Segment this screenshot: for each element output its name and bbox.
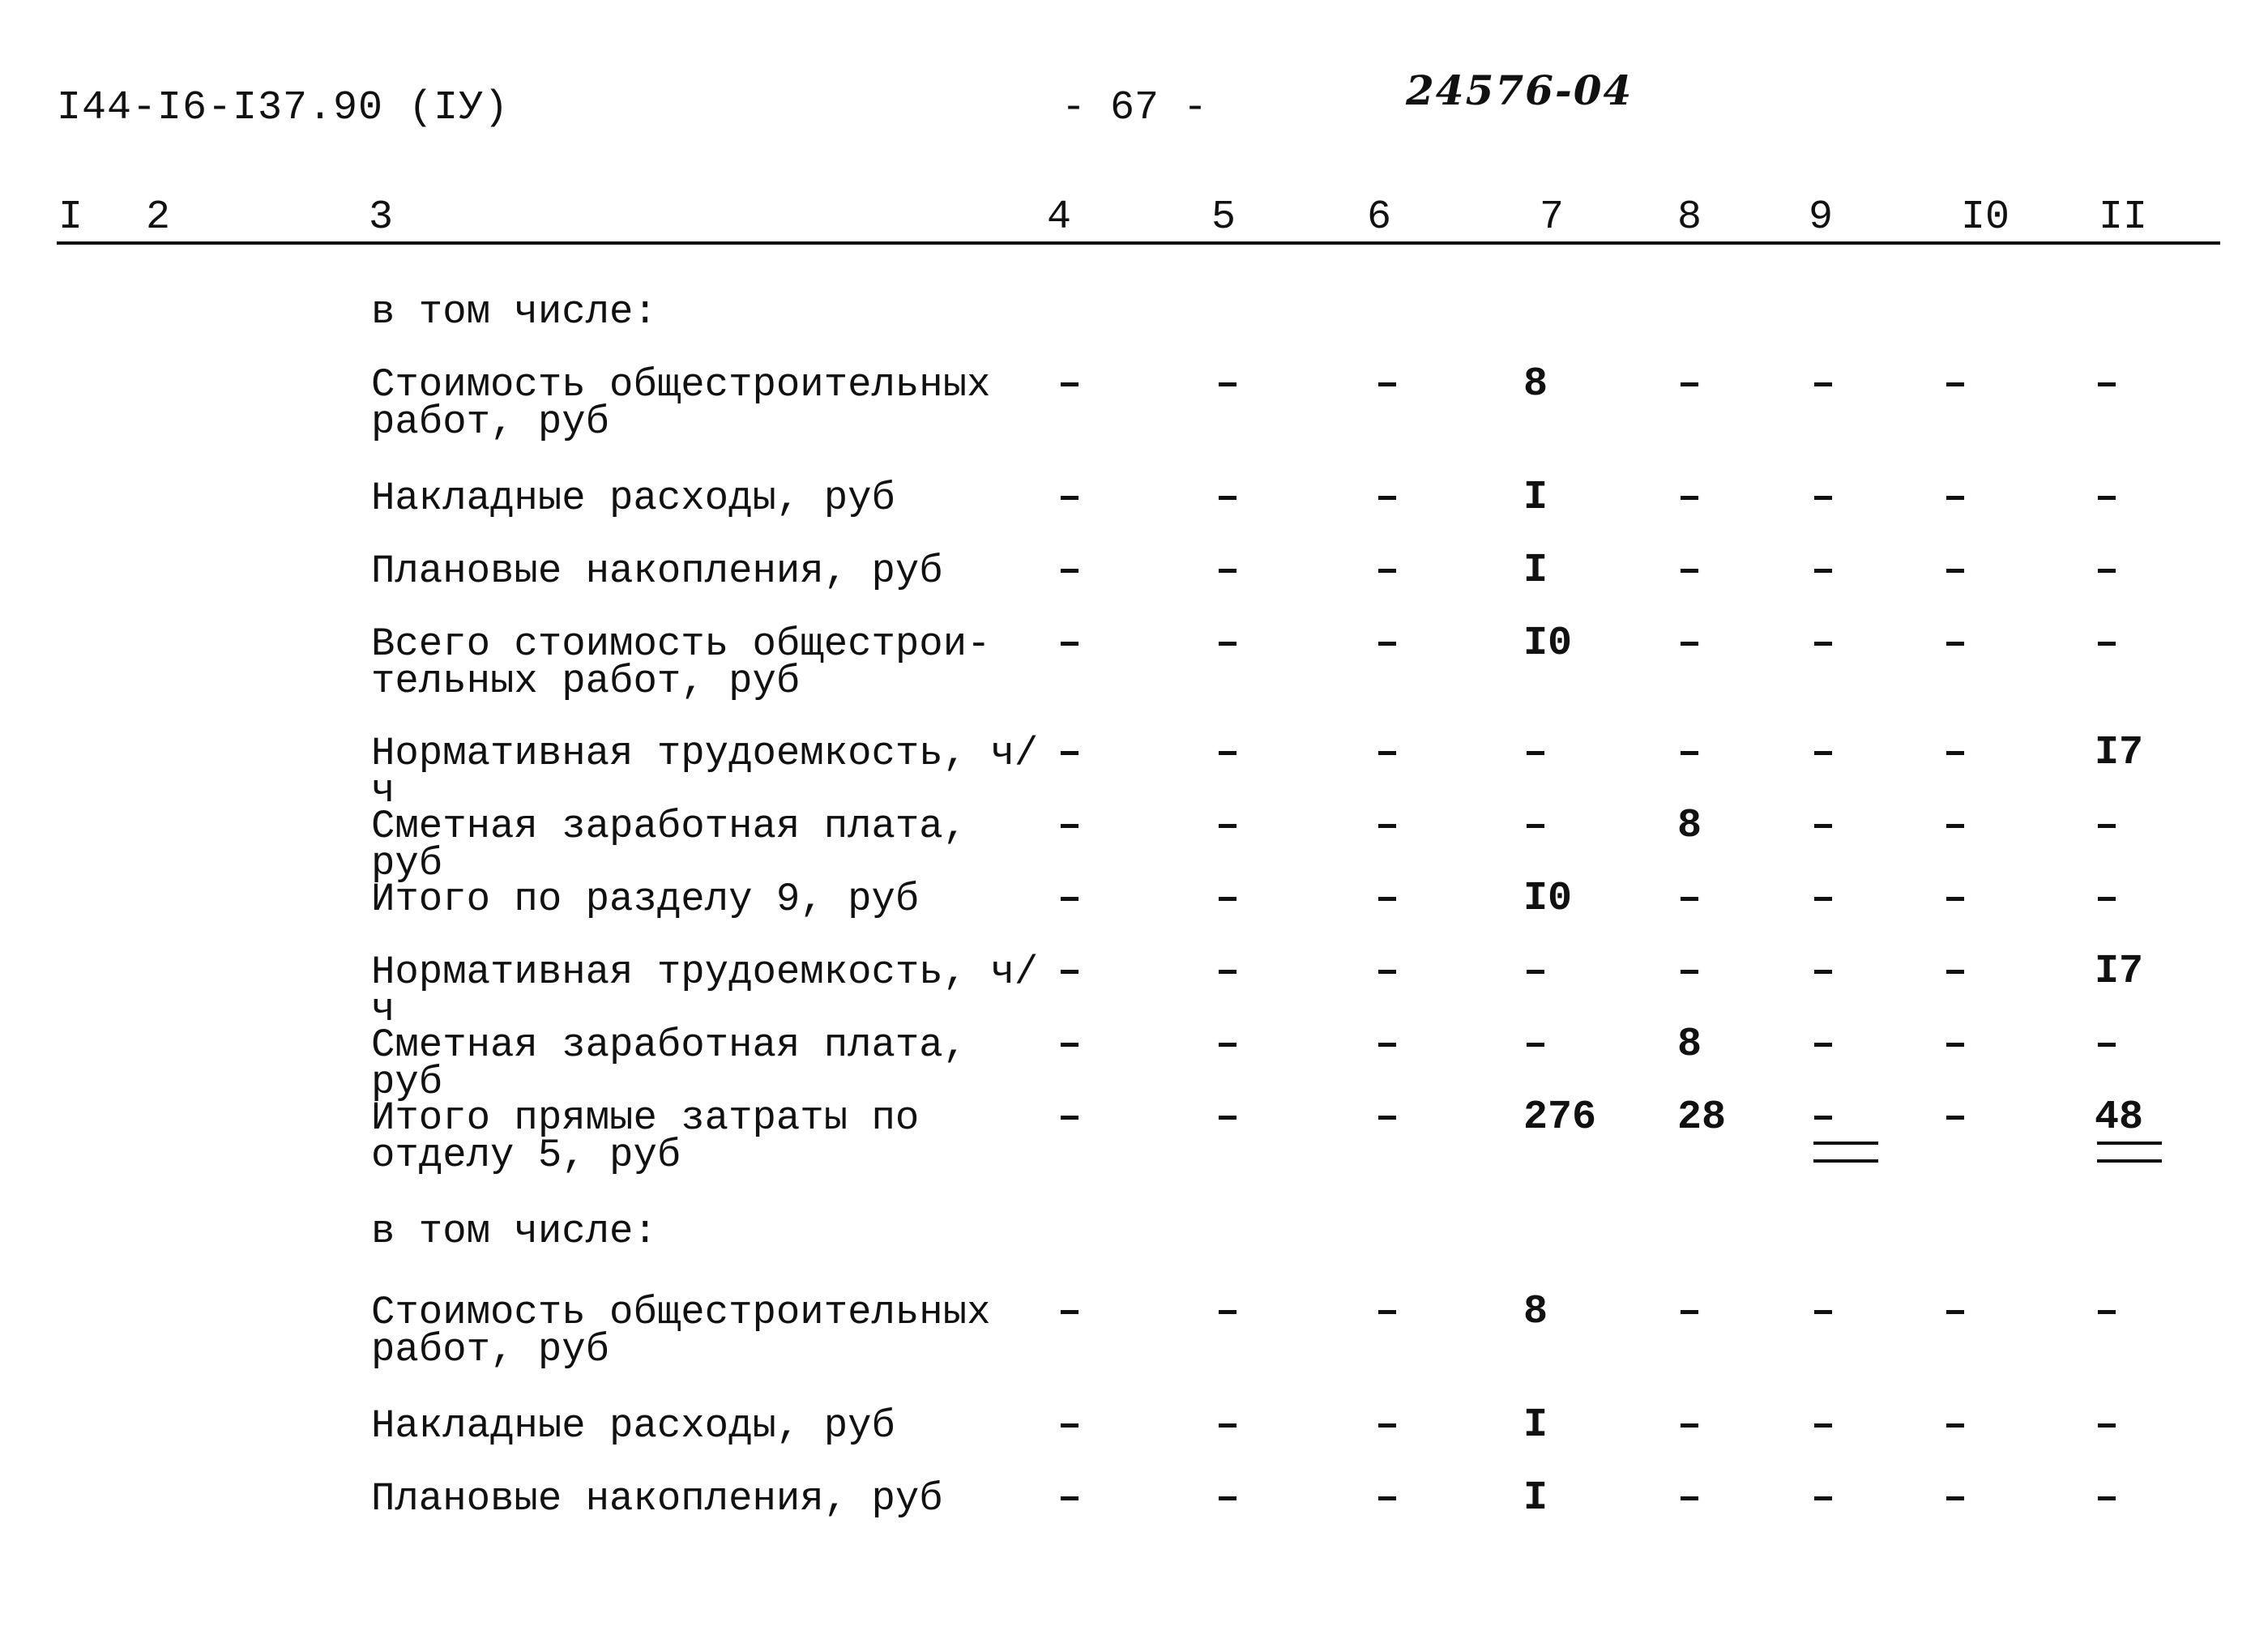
column-header-row bbox=[0, 194, 2268, 243]
cell-c10: – bbox=[1943, 1095, 1968, 1141]
row-label: Плановые накопления, руб bbox=[371, 1476, 943, 1521]
cell-c5: – bbox=[1215, 730, 1241, 776]
column-header: 6 bbox=[1367, 194, 1392, 241]
row-label: Стоимость общестроительных работ, руб bbox=[371, 362, 991, 445]
cell-c4: – bbox=[1057, 475, 1083, 521]
column-header: 9 bbox=[1809, 194, 1834, 241]
cell-c7: I bbox=[1523, 548, 1548, 594]
cell-c8: – bbox=[1677, 1475, 1702, 1521]
double-underline-mark bbox=[2097, 1142, 2162, 1163]
cell-c6: – bbox=[1375, 1095, 1400, 1141]
cell-c5: – bbox=[1215, 1095, 1241, 1141]
cell-c9: – bbox=[1811, 361, 1836, 408]
cell-c8: – bbox=[1677, 548, 1702, 594]
cell-c5: – bbox=[1215, 949, 1241, 995]
cell-c5: – bbox=[1215, 876, 1241, 922]
cell-c7: – bbox=[1523, 949, 1548, 995]
cell-c7: I bbox=[1523, 1402, 1548, 1449]
column-header: 3 bbox=[369, 194, 394, 241]
cell-c8: – bbox=[1677, 475, 1702, 521]
cell-c4: – bbox=[1057, 621, 1083, 667]
cell-c5: – bbox=[1215, 803, 1241, 849]
cell-c10: – bbox=[1943, 1022, 1968, 1068]
cell-c6: – bbox=[1375, 1402, 1400, 1449]
header-underline bbox=[57, 241, 2220, 245]
cell-c10: – bbox=[1943, 730, 1968, 776]
column-header: II bbox=[2099, 194, 2148, 241]
cell-c5: – bbox=[1215, 1022, 1241, 1068]
cell-c10: – bbox=[1943, 475, 1968, 521]
cell-c8: – bbox=[1677, 621, 1702, 667]
cell-c11: – bbox=[2095, 361, 2120, 408]
column-header: 4 bbox=[1047, 194, 1072, 241]
cell-c11: – bbox=[2095, 548, 2120, 594]
row-label: Нормативная трудоемкость, ч/ч bbox=[371, 731, 1039, 813]
cell-c8: 8 bbox=[1677, 803, 1702, 849]
cell-c6: – bbox=[1375, 876, 1400, 922]
cell-c5: – bbox=[1215, 1402, 1241, 1449]
cell-c11: I7 bbox=[2095, 949, 2144, 995]
cell-c9: – bbox=[1811, 730, 1836, 776]
row-label: Всего стоимость общестрои- тельных работ, руб bbox=[371, 621, 991, 704]
cell-c9: – bbox=[1811, 475, 1836, 521]
cell-c5: – bbox=[1215, 548, 1241, 594]
cell-c7: I bbox=[1523, 475, 1548, 521]
cell-c9: – bbox=[1811, 876, 1836, 922]
cell-c9: – bbox=[1811, 949, 1836, 995]
cell-c11: – bbox=[2095, 1289, 2120, 1335]
cell-c7: I bbox=[1523, 1475, 1548, 1521]
cell-c5: – bbox=[1215, 1289, 1241, 1335]
cell-c4: – bbox=[1057, 730, 1083, 776]
cell-c9: – bbox=[1811, 548, 1836, 594]
column-header: I bbox=[58, 194, 83, 241]
cell-c4: – bbox=[1057, 949, 1083, 995]
cell-c6: – bbox=[1375, 621, 1400, 667]
row-label: Итого по разделу 9, руб bbox=[371, 877, 920, 922]
row-label: Нормативная трудоемкость, ч/ч bbox=[371, 950, 1039, 1032]
cell-c7: 276 bbox=[1523, 1095, 1597, 1141]
row-label: в том числе: bbox=[371, 289, 657, 335]
cell-c11: 48 bbox=[2095, 1095, 2144, 1141]
cell-c11: – bbox=[2095, 803, 2120, 849]
cell-c10: – bbox=[1943, 803, 1968, 849]
cell-c5: – bbox=[1215, 475, 1241, 521]
cell-c6: – bbox=[1375, 361, 1400, 408]
cell-c10: – bbox=[1943, 621, 1968, 667]
cell-c4: – bbox=[1057, 803, 1083, 849]
cell-c8: – bbox=[1677, 1402, 1702, 1449]
cell-c8: – bbox=[1677, 949, 1702, 995]
cell-c7: 8 bbox=[1523, 361, 1548, 408]
cell-c7: – bbox=[1523, 803, 1548, 849]
cell-c10: – bbox=[1943, 1289, 1968, 1335]
cell-c6: – bbox=[1375, 1289, 1400, 1335]
cell-c4: – bbox=[1057, 1022, 1083, 1068]
row-label: Итого прямые затраты по отделу 5, руб bbox=[371, 1095, 920, 1178]
column-header: 7 bbox=[1540, 194, 1565, 241]
row-label: Сметная заработная плата, руб bbox=[371, 1022, 967, 1105]
cell-c8: – bbox=[1677, 730, 1702, 776]
row-label: Сметная заработная плата, руб bbox=[371, 804, 967, 886]
cell-c7: I0 bbox=[1523, 876, 1573, 922]
cell-c8: 8 bbox=[1677, 1022, 1702, 1068]
cell-c10: – bbox=[1943, 361, 1968, 408]
cell-c9: – bbox=[1811, 1022, 1836, 1068]
cell-c6: – bbox=[1375, 803, 1400, 849]
cell-c4: – bbox=[1057, 1095, 1083, 1141]
cell-c4: – bbox=[1057, 1402, 1083, 1449]
cell-c8: – bbox=[1677, 361, 1702, 408]
column-header: 2 bbox=[146, 194, 171, 241]
cell-c7: – bbox=[1523, 1022, 1548, 1068]
cell-c4: – bbox=[1057, 361, 1083, 408]
row-label: Накладные расходы, руб bbox=[371, 476, 895, 521]
column-header: 5 bbox=[1211, 194, 1237, 241]
cell-c6: – bbox=[1375, 475, 1400, 521]
row-label: в том числе: bbox=[371, 1209, 657, 1254]
cell-c6: – bbox=[1375, 548, 1400, 594]
cell-c8: 28 bbox=[1677, 1095, 1727, 1141]
column-header: I0 bbox=[1961, 194, 2010, 241]
cell-c9: – bbox=[1811, 803, 1836, 849]
cell-c11: I7 bbox=[2095, 730, 2144, 776]
cell-c4: – bbox=[1057, 1475, 1083, 1521]
cell-c6: – bbox=[1375, 730, 1400, 776]
cell-c11: – bbox=[2095, 1475, 2120, 1521]
row-label: Стоимость общестроительных работ, руб bbox=[371, 1290, 991, 1372]
cell-c7: – bbox=[1523, 730, 1548, 776]
cell-c4: – bbox=[1057, 1289, 1083, 1335]
cell-c6: – bbox=[1375, 1475, 1400, 1521]
cell-c9: – bbox=[1811, 1475, 1836, 1521]
cell-c9: – bbox=[1811, 1402, 1836, 1449]
row-label: Накладные расходы, руб bbox=[371, 1403, 895, 1449]
cell-c7: 8 bbox=[1523, 1289, 1548, 1335]
cell-c11: – bbox=[2095, 475, 2120, 521]
cell-c9: – bbox=[1811, 1095, 1836, 1141]
cell-c9: – bbox=[1811, 1289, 1836, 1335]
cell-c7: I0 bbox=[1523, 621, 1573, 667]
cell-c10: – bbox=[1943, 548, 1968, 594]
cell-c5: – bbox=[1215, 361, 1241, 408]
cell-c8: – bbox=[1677, 876, 1702, 922]
page-number: - 67 - bbox=[1061, 85, 1208, 131]
cell-c5: – bbox=[1215, 621, 1241, 667]
cell-c11: – bbox=[2095, 621, 2120, 667]
cell-c6: – bbox=[1375, 1022, 1400, 1068]
cell-c8: – bbox=[1677, 1289, 1702, 1335]
document-code: I44-I6-I37.90 (IУ) bbox=[57, 85, 510, 131]
cell-c9: – bbox=[1811, 621, 1836, 667]
double-underline-mark bbox=[1813, 1142, 1878, 1163]
column-header: 8 bbox=[1677, 194, 1702, 241]
cell-c10: – bbox=[1943, 949, 1968, 995]
cell-c6: – bbox=[1375, 949, 1400, 995]
cell-c11: – bbox=[2095, 876, 2120, 922]
row-label: Плановые накопления, руб bbox=[371, 548, 943, 594]
cell-c4: – bbox=[1057, 876, 1083, 922]
cell-c4: – bbox=[1057, 548, 1083, 594]
cell-c5: – bbox=[1215, 1475, 1241, 1521]
cell-c10: – bbox=[1943, 1402, 1968, 1449]
cell-c10: – bbox=[1943, 1475, 1968, 1521]
cell-c11: – bbox=[2095, 1022, 2120, 1068]
cell-c11: – bbox=[2095, 1402, 2120, 1449]
archive-number: 24576-04 bbox=[1406, 66, 1634, 114]
cell-c10: – bbox=[1943, 876, 1968, 922]
